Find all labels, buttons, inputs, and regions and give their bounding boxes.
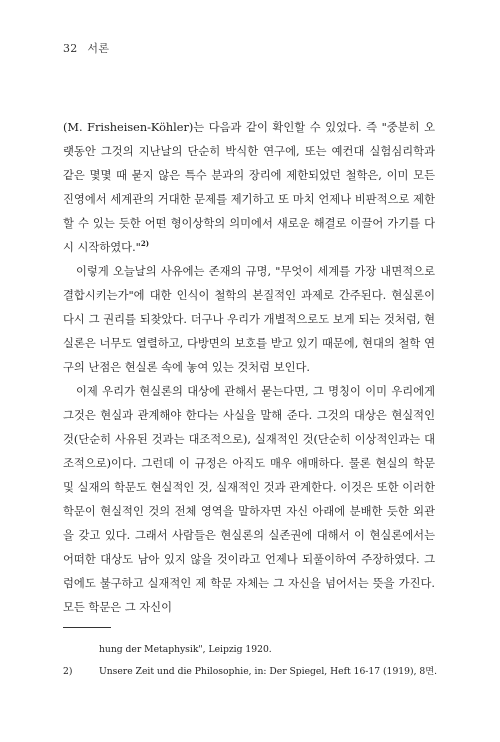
paragraph-3: 이제 우리가 현실론의 대상에 관해서 묻는다면, 그 명칭이 이미 우리에게 그것은 현실과 관계해야 한다는 사실을 말해 준다. 그것의 대상은 현실적인 것(단순히 사유된 것과는 대조적으로), 실재적인 것(단순히 이상적인과는 대조적으로)이다. 그런데 이 규정은 아직도 매우 애매하다. 물론 현실의 학문 및 실재의 학문도 현실적인 것, 실재적인 것과 관계한다. 이것은 또한 이러한 학문이 현실적인 것의 전체 영역을 말하자면 자신 아래에 분배한 듯한 외관을 갖고 있다. 그래서 사람들은 현실론의 실존권에 대해서 이 현실론에서는 어떠한 대상도 남아 있지 않을 것이라고 언제나 되풀이하여 주장하였다. 그럼에도 불구하고 실재적인 제 학문 자체는 그 자신을 넘어서는 뜻을 가진다. 모든 학문은 그 자신이 xyxy=(63,385,435,614)
body-text xyxy=(63,116,435,620)
section-title: 서론 xyxy=(87,42,110,55)
paragraph-1-text: (M. Frisheisen-Köhler)는 다음과 같이 확인할 수 있었다. 즉 "중분히 오랫동안 그것의 지난날의 단순히 박식한 연구에, 또는 예컨대 실험심리학과 같은 몇몇 때 묻지 않은 특수 분과의 장리에 제한되었던 철학은, 이미 모든 진영에서 세계관의 거대한 문제를 제기하고 또 마치 언제나 비판적으로 제한할 수 있는 듯한 어떤 형이상학의 의미에서 새로운 해결로 이끌어 가기를 다시 시작하였다." xyxy=(63,121,435,254)
footnote-2 xyxy=(63,661,443,683)
footnote-1-continuation: hung der Metaphysik", Leipzig 1920. xyxy=(99,644,272,655)
paragraph-1 xyxy=(63,116,435,260)
footnote-separator xyxy=(63,627,111,628)
running-head xyxy=(63,40,109,56)
footnotes xyxy=(63,639,443,683)
note-ref-2[interactable]: 2) xyxy=(140,239,150,249)
paragraph-2: 이렇게 오늘날의 사유에는 존재의 규명, "무엇이 세계를 가장 내면적으로 결합시키는가"에 대한 인식이 철학의 본질적인 과제로 간주된다. 현실론이 다시 그 권리를 되찾았다. 더구나 우리가 개별적으로도 보게 되는 것처럼, 현실론은 너무도 열렬하고, 다방면의 보호를 받고 있기 때문에, 현대의 철학 연구의 난점은 현실론 속에 놓여 있는 것처럼 보인다. xyxy=(63,265,435,374)
footnote-2-text: Unsere Zeit und die Philosophie, in: Der Spiegel, Heft 16-17 (1919), 8면. xyxy=(99,666,438,677)
footnote-2-number: 2) xyxy=(63,666,73,677)
page-number: 32 xyxy=(63,42,78,55)
